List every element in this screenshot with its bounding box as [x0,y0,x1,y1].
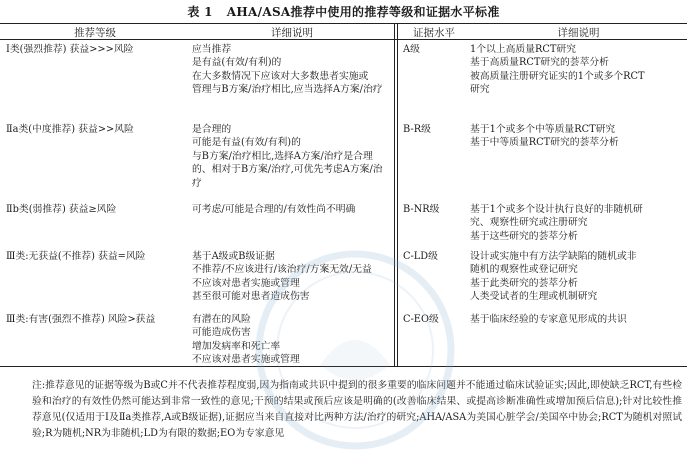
table-title [0,3,687,20]
rec-detail-4: 基于A级或B级证据 不推荐/不应该进行/该治疗/方案无效/无益 不应该对患者实施或管理 甚至很可能对患者造成伤害 [192,251,372,303]
rec-detail-1: 应当推荐 是有益(有效/有利)的 在大多数情况下应该对大多数患者实施或 管理与B方案/治疗相比,应当选择A方案/治疗 [192,44,383,96]
ev-detail-2: 基于1个或多个中等质量RCT研究 基于中等质量RCT研究的荟萃分析 [470,124,619,149]
header-rec-level: 推荐等级 [74,27,116,39]
ev-detail-1: 1个以上高质量RCT研究 基于高质量RCT研究的荟萃分析 被高质量注册研究证实的1个或多个RCT研究 [470,44,645,96]
ev-level-3: B-NR级 [403,204,440,215]
ev-level-2: B-R级 [403,124,431,135]
ev-detail-4: 设计或实施中有方法学缺陷的随机或非随机的观察性或登记研究 基于此类研究的荟萃分析 人类受试者的生理或机制研究 [470,251,637,303]
header-ev-detail: 详细说明 [557,27,600,39]
ev-level-1: A级 [403,44,420,55]
table-number: 表 1 [187,5,213,19]
column-divider [394,24,395,366]
ev-level-4: C-LD级 [403,251,438,262]
header-ev-level: 证据水平 [413,27,455,39]
rec-level-2: Ⅱa类(中度推荐) 获益>>风险 [6,124,134,135]
header-rec-detail: 详细说明 [271,27,313,39]
rec-level-5: Ⅲ类:有害(强烈不推荐) 风险>获益 [6,314,156,325]
table-title-text: AHA/ASA推荐中使用的推荐等级和证据水平标准 [226,5,500,19]
ev-detail-5: 基于临床经验的专家意见形成的共识 [470,314,627,325]
column-divider [397,24,398,366]
table-top-rule [0,23,687,24]
table-footnote: 注:推荐意见的证据等级为B或C并不代表推荐程度弱,因为指南或共识中提到的很多重要的临床问题并不能通过临床试验证实;因此,即使缺乏RCT,有些检验和治疗的有效性仍然可能达到非常一致性的意见;干预的结果或预后应该是明确的(改善临床结果、或提高诊断准确性或增加预后信息);针对比较性推荐意见(仅适用于Ⅰ及Ⅱa类推荐,A或B级证据),证据应当来自直接对比两种方法/治疗的研究;AHA/ASA为美国心脏学会/美国卒中协会;RCT为随机对照试验;R为随机;NR为非随机;LD为有限的数据;EO为专家意见 [32,380,682,439]
rec-detail-5: 有潜在的风险 可能造成伤害 增加发病率和死亡率 不应该对患者实施或管理 [192,314,300,366]
rec-level-1: Ⅰ类(强烈推荐) 获益>>>风险 [6,44,134,55]
ev-detail-3: 基于1个或多个设计执行良好的非随机研究、观察性研究或注册研究 基于这些研究的荟萃分析 [470,204,643,242]
rec-detail-2: 是合理的 可能是有益(有效/有利)的 与B方案/治疗相比,选择A方案/治疗是合理的、相对于B方案/治疗,可优先考虑A方案/治疗 [192,124,383,189]
rec-level-3: Ⅱb类(弱推荐) 获益≥风险 [6,204,117,215]
rec-detail-3: 可考虑/可能是合理的/有效性尚不明确 [192,204,356,215]
rec-level-4: Ⅲ类:无获益(不推荐) 获益=风险 [6,251,146,262]
ev-level-5: C-EO级 [403,314,439,325]
